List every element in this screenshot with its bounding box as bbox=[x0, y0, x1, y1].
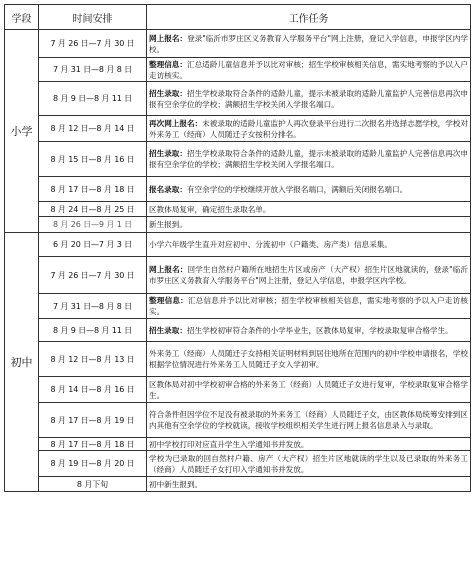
table-row bbox=[5, 116, 471, 142]
task-text: 初中学校打印对应直升学生入学通知书并发放。 bbox=[149, 439, 309, 449]
task-text: 学校为已录取的回自然村户籍、房产（大产权）招生片区地就读的学生以及已录取的外来务工（经商）人员随迁子女打印入学通知书并发放。 bbox=[149, 453, 468, 474]
table-row bbox=[5, 377, 471, 403]
task-cell bbox=[147, 177, 471, 202]
time-cell: 8 月 26 日—9 月 1 日 bbox=[39, 217, 147, 233]
task-text: 小学六年级学生直升对应初中、分流初中（户籍类、房产类）信息采集。 bbox=[149, 240, 392, 249]
task-text: 未被录取的适龄儿童监护人再次登录平台进行二次报名并选择志愿学校，学校对外来务工（经商）人员随迁子女按积分排名。 bbox=[149, 118, 469, 139]
task-cell bbox=[147, 58, 471, 82]
table-row bbox=[5, 438, 471, 451]
task-cell bbox=[147, 202, 471, 217]
table-row bbox=[5, 233, 471, 257]
task-text: 招生学校录取符合条件的适龄儿童，提示未被录取的适龄儿童监护人完善信息再次申报有空余学位的学校；满额招生学校关闭入学报名端口。 bbox=[149, 88, 469, 109]
task-text: 回学生自然村户籍所在地招生片区或房产（大产权）招生片区地就读的，登录"临沂市罗庄区义务教育入学服务平台"网上注册，登记入学信息，申报学区内学校。 bbox=[149, 265, 468, 285]
stage-cell: 初中 bbox=[5, 233, 39, 492]
task-text: 汇总适龄儿童信息并予以比对审核；招生学校审核相关信息，需实地考察的予以入户走访核实。 bbox=[149, 59, 469, 80]
time-cell: 8 月 12 日—8 月 13 日 bbox=[39, 342, 147, 377]
task-text: 登录"临沂市罗庄区义务教育入学服务平台"网上注册，登记入学信息，申报学区内学校。 bbox=[149, 33, 469, 54]
task-text: 招生学校初审符合条件的小学毕业生，区教体局复审，学校录取复审合格学生。 bbox=[186, 325, 453, 335]
table-header-row bbox=[5, 5, 471, 30]
task-keyword: 招生录取： bbox=[149, 149, 187, 158]
time-cell: 8 月 17 日—8 月 18 日 bbox=[39, 438, 147, 451]
table-row bbox=[5, 319, 471, 342]
task-text: 汇总信息并予以比对审核；招生学校审核相关信息，需实地考察的予以入户走访核实。 bbox=[149, 296, 469, 316]
time-cell: 8 月 24 日—8 月 25 日 bbox=[39, 202, 147, 217]
header-time: 时间安排 bbox=[39, 5, 147, 30]
task-text: 区教体局对初中学校初审合格的外来务工（经商）人员随迁子女进行复审，学校录取复审合格学生。 bbox=[149, 379, 468, 400]
task-cell bbox=[147, 477, 471, 492]
time-cell: 8 月 14 日—8 月 16 日 bbox=[39, 377, 147, 403]
time-cell: 7 月 26 日—7 月 30 日 bbox=[39, 257, 147, 294]
table-row bbox=[5, 342, 471, 377]
task-cell bbox=[147, 319, 471, 342]
task-cell bbox=[147, 451, 471, 477]
task-cell bbox=[147, 403, 471, 438]
time-cell: 7 月 26 日—7 月 30 日 bbox=[39, 30, 147, 58]
table-row bbox=[5, 82, 471, 116]
table-body bbox=[5, 30, 471, 492]
time-cell: 6 月 20 日—7 月 3 日 bbox=[39, 233, 147, 257]
task-keyword: 整理信息： bbox=[149, 296, 188, 305]
header-stage: 学段 bbox=[5, 5, 39, 30]
task-keyword: 招生录取： bbox=[149, 88, 187, 98]
time-cell: 8 月 19 日—8 月 20 日 bbox=[39, 451, 147, 477]
task-text: 招生学校录取符合条件的适龄儿童，提示未被录取的适龄儿童监护人完善信息再次申报有空余学位的学校；满额招生学校关闭入学报名端口。 bbox=[149, 149, 469, 169]
task-keyword: 招生录取： bbox=[149, 325, 187, 335]
time-cell: 7 月 31 日—8 月 8 日 bbox=[39, 58, 147, 82]
task-cell bbox=[147, 82, 471, 116]
time-cell: 8 月 12 日—8 月 14 日 bbox=[39, 116, 147, 142]
time-cell: 7 月 31 日—8 月 8 日 bbox=[39, 294, 147, 319]
task-keyword: 网上报名： bbox=[149, 265, 188, 274]
time-cell: 8 月下旬 bbox=[39, 477, 147, 492]
table-row bbox=[5, 294, 471, 319]
header-task: 工作任务 bbox=[147, 5, 471, 30]
task-cell bbox=[147, 116, 471, 142]
task-cell bbox=[147, 142, 471, 177]
task-cell bbox=[147, 257, 471, 294]
enrollment-schedule-table bbox=[4, 4, 471, 492]
task-keyword: 再次网上报名： bbox=[149, 118, 203, 128]
task-text: 新生报到。 bbox=[149, 220, 187, 229]
table-row bbox=[5, 477, 471, 492]
task-cell bbox=[147, 233, 471, 257]
time-cell: 8 月 17 日—8 月 18 日 bbox=[39, 177, 147, 202]
table-row bbox=[5, 403, 471, 438]
table-row bbox=[5, 30, 471, 58]
time-cell: 8 月 9 日—8 月 11 日 bbox=[39, 319, 147, 342]
task-cell bbox=[147, 294, 471, 319]
task-keyword: 整理信息： bbox=[149, 59, 187, 69]
task-cell bbox=[147, 342, 471, 377]
time-cell: 8 月 15 日—8 月 16 日 bbox=[39, 142, 147, 177]
table-row bbox=[5, 202, 471, 217]
table-row bbox=[5, 451, 471, 477]
stage-cell: 小学 bbox=[5, 30, 39, 233]
table-row bbox=[5, 257, 471, 294]
task-text: 符合条件但因学位不足没有被录取的外来务工（经商）人员随迁子女，由区教体局统筹安排到区内其他有空余学位的学校就读，接收学校组织相关学生进行网上报名信息录入与录取。 bbox=[149, 410, 468, 430]
task-text: 初中新生报到。 bbox=[149, 479, 203, 489]
task-text: 有空余学位的学校继续开放入学报名端口，满额后关闭报名端口。 bbox=[186, 184, 408, 194]
task-text: 外来务工（经商）人员随迁子女持相关证明材料到居住地所在范围内的初中学校申请报名，学校根据学位情况进行外来务工人员随迁子女入学初审。 bbox=[149, 349, 468, 369]
task-cell bbox=[147, 377, 471, 403]
time-cell: 8 月 9 日—8 月 11 日 bbox=[39, 82, 147, 116]
task-text: 区教体局复审，确定招生录取名单。 bbox=[149, 204, 271, 214]
table-row bbox=[5, 142, 471, 177]
task-cell bbox=[147, 30, 471, 58]
time-cell: 8 月 17 日—8 月 19 日 bbox=[39, 403, 147, 438]
table-row bbox=[5, 217, 471, 233]
task-cell bbox=[147, 438, 471, 451]
task-keyword: 报名录取： bbox=[149, 184, 187, 194]
task-cell bbox=[147, 217, 471, 233]
table-row bbox=[5, 177, 471, 202]
table-row bbox=[5, 58, 471, 82]
task-keyword: 网上报名： bbox=[149, 33, 188, 43]
